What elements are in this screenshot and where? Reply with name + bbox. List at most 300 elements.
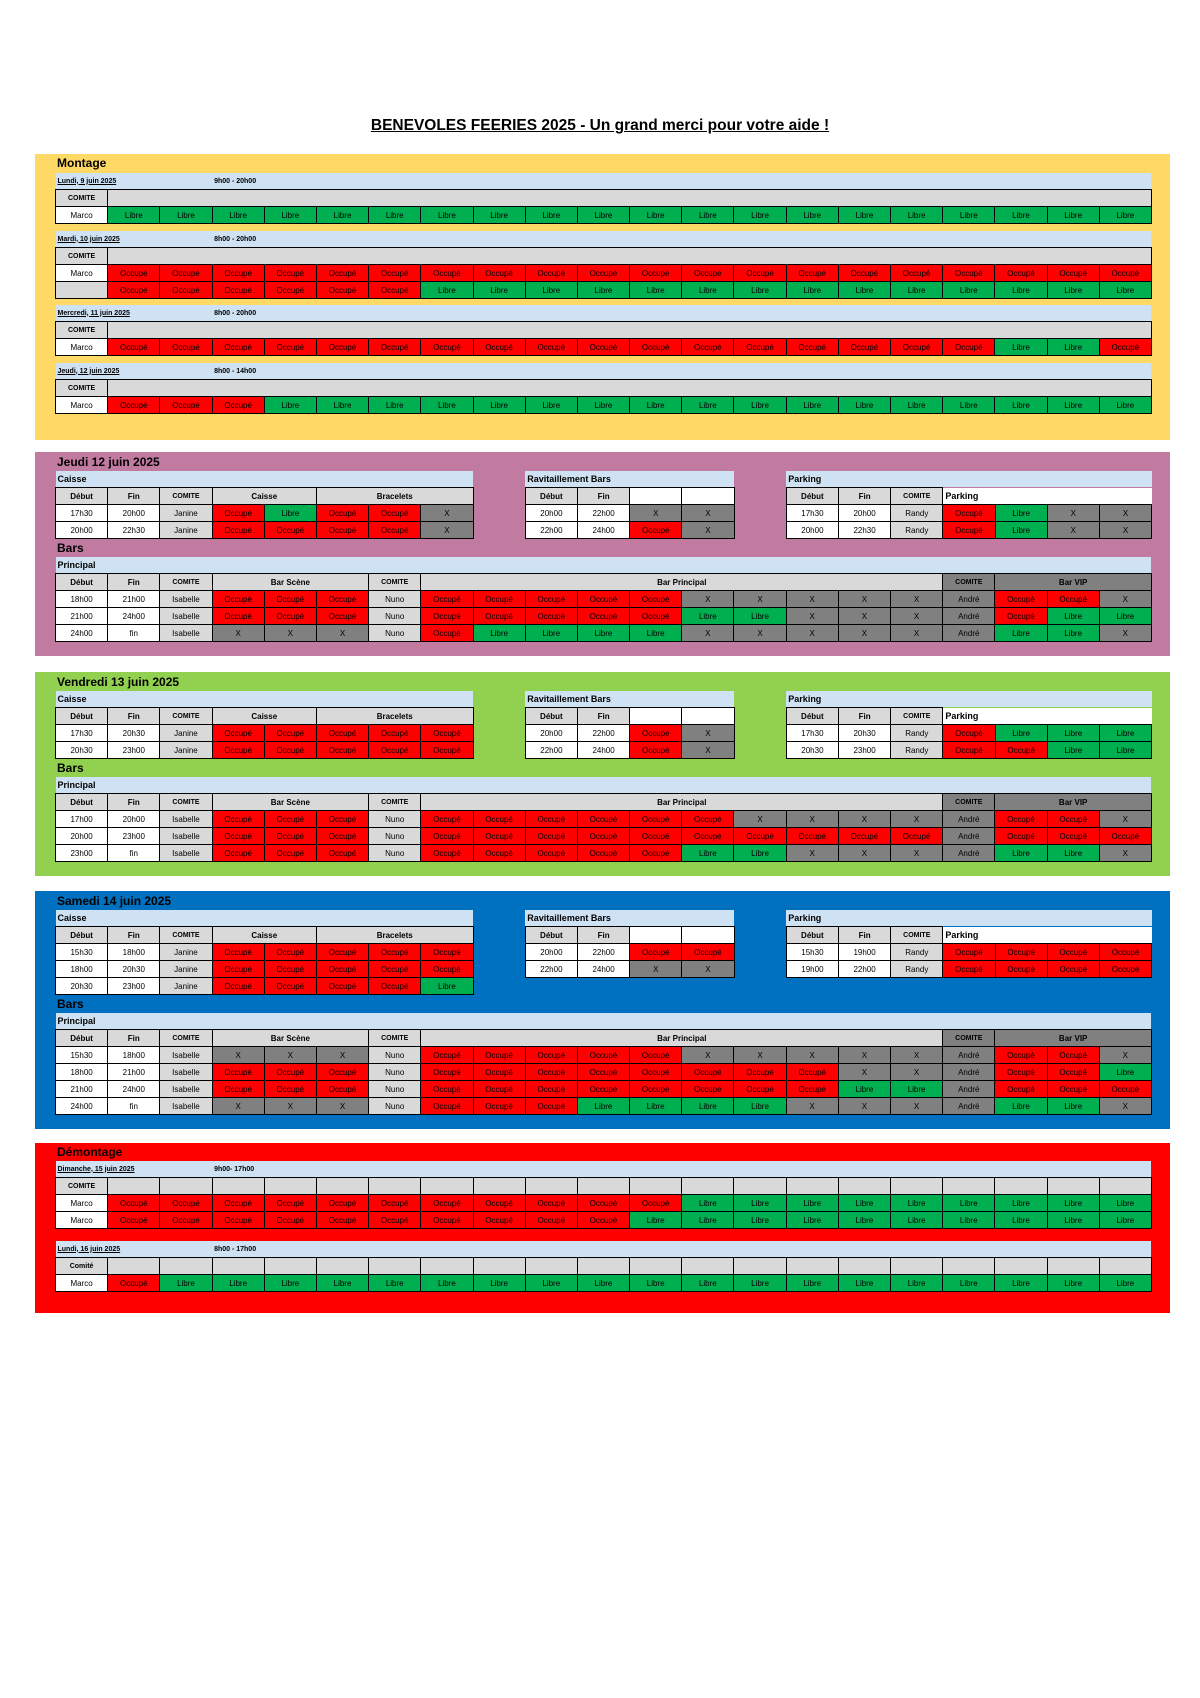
slot-libre: Libre <box>1099 725 1151 742</box>
slot-occupe: Occupé <box>630 339 682 356</box>
slot-header <box>995 248 1047 265</box>
slot-header <box>943 190 995 207</box>
slot-occupe: Occupé <box>421 811 473 828</box>
slot-none: X <box>212 1047 264 1064</box>
shift-debut: 22h00 <box>525 522 577 539</box>
shift-fin: 22h00 <box>577 505 629 522</box>
slot-occupe: Occupé <box>943 522 995 539</box>
shift-fin: 22h30 <box>108 522 160 539</box>
slot-header <box>108 380 160 397</box>
slot-occupe: Occupé <box>943 961 995 978</box>
slot-header <box>943 1178 995 1195</box>
shift-debut: 17h30 <box>56 725 108 742</box>
slot-occupe: Occupé <box>995 1047 1047 1064</box>
slot-occupe: Occupé <box>212 397 264 414</box>
slot-libre: Libre <box>630 1212 682 1229</box>
slot-header <box>682 1178 734 1195</box>
slot-header <box>995 1258 1047 1275</box>
slot-occupe: Occupé <box>316 1195 368 1212</box>
slot-libre: Libre <box>630 207 682 224</box>
slot-occupe: Occupé <box>160 1195 212 1212</box>
slot-header <box>316 322 368 339</box>
slot-libre: Libre <box>1047 625 1099 642</box>
slot-libre: Libre <box>264 505 316 522</box>
slot-occupe: Occupé <box>630 944 682 961</box>
slot-occupe: Occupé <box>421 845 473 862</box>
slot-occupe: Occupé <box>316 608 368 625</box>
slot-libre: Libre <box>995 1195 1047 1212</box>
slot-header <box>838 380 890 397</box>
slot-header <box>630 1258 682 1275</box>
slot-occupe: Occupé <box>212 978 264 995</box>
slot-occupe: Occupé <box>734 1081 786 1098</box>
slot-occupe: Occupé <box>630 608 682 625</box>
slot-occupe: Occupé <box>786 828 838 845</box>
col-bracelets: Bracelets <box>316 708 473 725</box>
slot-none: X <box>838 625 890 642</box>
slot-header <box>473 190 525 207</box>
slot-none: X <box>1099 505 1151 522</box>
slot-header <box>1099 1258 1151 1275</box>
slot-header <box>212 248 264 265</box>
slot-header <box>525 1258 577 1275</box>
slot-occupe: Occupé <box>577 339 629 356</box>
slot-libre: Libre <box>212 1275 264 1292</box>
col-blank <box>682 927 734 944</box>
shift-comite: Janine <box>160 505 212 522</box>
slot-libre: Libre <box>577 1275 629 1292</box>
slot-header <box>264 380 316 397</box>
slot-libre: Libre <box>212 207 264 224</box>
samedi-title: Samedi 14 juin 2025 <box>57 894 172 908</box>
slot-libre: Libre <box>943 1212 995 1229</box>
slot-header <box>525 322 577 339</box>
slot-occupe: Occupé <box>421 265 473 282</box>
day-hours: 9h00 - 20h00 <box>212 173 1151 190</box>
slot-libre: Libre <box>682 282 734 299</box>
slot-none: X <box>838 608 890 625</box>
slot-libre: Libre <box>682 1212 734 1229</box>
slot-none: X <box>212 625 264 642</box>
slot-header <box>838 322 890 339</box>
shift-fin: 23h00 <box>108 978 160 995</box>
slot-occupe: Occupé <box>264 978 316 995</box>
slot-occupe: Occupé <box>160 282 212 299</box>
slot-occupe: Occupé <box>264 961 316 978</box>
slot-libre: Libre <box>1047 1275 1099 1292</box>
slot-header <box>1099 190 1151 207</box>
slot-occupe: Occupé <box>421 1081 473 1098</box>
slot-libre: Libre <box>891 1195 943 1212</box>
slot-occupe: Occupé <box>264 1195 316 1212</box>
slot-libre: Libre <box>786 397 838 414</box>
slot-occupe: Occupé <box>1047 828 1099 845</box>
col-comite-2: COMITE <box>369 574 421 591</box>
slot-occupe: Occupé <box>525 591 577 608</box>
slot-header <box>838 1178 890 1195</box>
slot-libre: Libre <box>264 397 316 414</box>
slot-none: X <box>682 1047 734 1064</box>
role-header: COMITE <box>56 380 108 397</box>
col-comite-3: COMITE <box>943 574 995 591</box>
slot-header <box>995 1178 1047 1195</box>
slot-none: X <box>786 1047 838 1064</box>
slot-occupe: Occupé <box>473 265 525 282</box>
shift-fin: 20h00 <box>838 505 890 522</box>
shift-fin: 24h00 <box>577 961 629 978</box>
slot-occupe: Occupé <box>630 725 682 742</box>
slot-header <box>212 190 264 207</box>
slot-header <box>786 380 838 397</box>
shift-fin: 21h00 <box>108 591 160 608</box>
col-debut: Début <box>56 1030 108 1047</box>
col-fin: Fin <box>577 488 629 505</box>
slot-none: X <box>734 625 786 642</box>
shift-comite-2: Nuno <box>369 1098 421 1115</box>
col-fin: Fin <box>577 708 629 725</box>
col-fin: Fin <box>108 574 160 591</box>
slot-none: X <box>786 608 838 625</box>
shift-debut: 17h30 <box>786 725 838 742</box>
shift-fin: 24h00 <box>108 608 160 625</box>
slot-libre: Libre <box>473 1275 525 1292</box>
col-comite-3: COMITE <box>943 794 995 811</box>
col-caisse: Caisse <box>212 708 316 725</box>
slot-libre: Libre <box>1047 1195 1099 1212</box>
slot-libre: Libre <box>943 1275 995 1292</box>
slot-occupe: Occupé <box>473 339 525 356</box>
slot-header <box>160 322 212 339</box>
shift-debut: 18h00 <box>56 961 108 978</box>
slot-header <box>838 1258 890 1275</box>
slot-none: X <box>1099 591 1151 608</box>
slot-libre: Libre <box>891 207 943 224</box>
slot-libre: Libre <box>630 625 682 642</box>
slot-header <box>316 1178 368 1195</box>
slot-none: X <box>891 625 943 642</box>
ravitaillement-title: Ravitaillement Bars <box>525 910 734 927</box>
slot-none: X <box>891 1098 943 1115</box>
slot-none: X <box>682 522 734 539</box>
slot-header <box>943 1258 995 1275</box>
slot-header <box>369 1178 421 1195</box>
shift-fin: 19h00 <box>838 944 890 961</box>
slot-occupe: Occupé <box>525 811 577 828</box>
shift-debut: 15h30 <box>56 1047 108 1064</box>
slot-occupe: Occupé <box>212 742 264 759</box>
slot-occupe: Occupé <box>630 1064 682 1081</box>
slot-libre: Libre <box>1047 207 1099 224</box>
slot-libre: Libre <box>995 522 1047 539</box>
col-fin: Fin <box>838 927 890 944</box>
parking-title: Parking <box>786 691 1151 708</box>
slot-header <box>316 248 368 265</box>
slot-occupe: Occupé <box>734 339 786 356</box>
day-hours: 8h00 - 20h00 <box>212 231 1151 248</box>
slot-occupe: Occupé <box>473 591 525 608</box>
slot-header <box>525 248 577 265</box>
slot-occupe: Occupé <box>421 1098 473 1115</box>
slot-occupe: Occupé <box>316 522 368 539</box>
slot-none: X <box>786 625 838 642</box>
shift-comite-2: Nuno <box>369 591 421 608</box>
slot-libre: Libre <box>943 207 995 224</box>
slot-occupe: Occupé <box>473 1081 525 1098</box>
slot-none: X <box>891 1047 943 1064</box>
slot-none: X <box>630 961 682 978</box>
slot-libre: Libre <box>838 1212 890 1229</box>
slot-none: X <box>786 811 838 828</box>
slot-occupe: Occupé <box>369 265 421 282</box>
slot-libre: Libre <box>786 1212 838 1229</box>
slot-libre: Libre <box>891 397 943 414</box>
slot-libre: Libre <box>682 1098 734 1115</box>
slot-libre: Libre <box>473 625 525 642</box>
slot-libre: Libre <box>1099 282 1151 299</box>
shift-fin: fin <box>108 625 160 642</box>
slot-none: X <box>682 725 734 742</box>
slot-header <box>473 248 525 265</box>
slot-occupe: Occupé <box>108 282 160 299</box>
slot-header <box>630 322 682 339</box>
slot-header <box>891 1178 943 1195</box>
shift-fin: 18h00 <box>108 944 160 961</box>
shift-comite-2: Nuno <box>369 1081 421 1098</box>
col-debut: Début <box>56 708 108 725</box>
slot-occupe: Occupé <box>421 625 473 642</box>
slot-header <box>473 1258 525 1275</box>
slot-occupe: Occupé <box>995 944 1047 961</box>
slot-occupe: Occupé <box>369 1195 421 1212</box>
slot-header <box>630 248 682 265</box>
slot-occupe: Occupé <box>316 339 368 356</box>
parking-table <box>786 471 1152 539</box>
slot-header <box>160 248 212 265</box>
col-debut: Début <box>786 927 838 944</box>
slot-occupe: Occupé <box>264 811 316 828</box>
slot-occupe: Occupé <box>525 1064 577 1081</box>
col-comite: COMITE <box>891 708 943 725</box>
slot-header <box>212 1178 264 1195</box>
slot-occupe: Occupé <box>577 845 629 862</box>
slot-libre: Libre <box>1099 207 1151 224</box>
slot-none: X <box>891 811 943 828</box>
slot-header <box>1047 248 1099 265</box>
slot-none: X <box>682 505 734 522</box>
shift-comite: Isabelle <box>160 608 212 625</box>
day-hours: 8h00 - 20h00 <box>212 305 1151 322</box>
slot-libre: Libre <box>734 1275 786 1292</box>
col-fin: Fin <box>108 1030 160 1047</box>
slot-none: X <box>1099 522 1151 539</box>
slot-occupe: Occupé <box>316 811 368 828</box>
slot-header <box>421 322 473 339</box>
parking-table <box>786 691 1152 759</box>
slot-libre: Libre <box>734 608 786 625</box>
slot-libre: Libre <box>160 1275 212 1292</box>
slot-libre: Libre <box>891 1275 943 1292</box>
slot-occupe: Occupé <box>212 725 264 742</box>
slot-none: X <box>264 625 316 642</box>
shift-debut: 18h00 <box>56 1064 108 1081</box>
shift-debut: 21h00 <box>56 1081 108 1098</box>
slot-occupe: Occupé <box>421 339 473 356</box>
slot-occupe: Occupé <box>316 742 368 759</box>
slot-occupe: Occupé <box>264 591 316 608</box>
role-header: COMITE <box>56 1178 108 1195</box>
shift-comite: Janine <box>160 742 212 759</box>
col-fin: Fin <box>108 488 160 505</box>
col-bar-vip: Bar VIP <box>995 574 1152 591</box>
shift-comite: Isabelle <box>160 1064 212 1081</box>
slot-libre: Libre <box>734 1212 786 1229</box>
ravitaillement-title: Ravitaillement Bars <box>525 691 734 708</box>
slot-occupe: Occupé <box>264 339 316 356</box>
slot-libre: Libre <box>1099 1064 1151 1081</box>
ravitaillement-table <box>525 910 735 978</box>
slot-occupe: Occupé <box>264 845 316 862</box>
slot-occupe: Occupé <box>421 725 473 742</box>
slot-header <box>473 322 525 339</box>
slot-header <box>943 322 995 339</box>
col-bracelets: Bracelets <box>316 927 473 944</box>
col-debut: Début <box>786 708 838 725</box>
slot-occupe: Occupé <box>316 1081 368 1098</box>
slot-occupe: Occupé <box>473 1212 525 1229</box>
slot-header <box>995 380 1047 397</box>
slot-libre: Libre <box>1099 742 1151 759</box>
slot-occupe: Occupé <box>786 1081 838 1098</box>
slot-occupe: Occupé <box>421 742 473 759</box>
shift-debut: 17h00 <box>56 811 108 828</box>
slot-libre: Libre <box>421 207 473 224</box>
slot-occupe: Occupé <box>995 742 1047 759</box>
slot-none: X <box>838 1064 890 1081</box>
slot-header <box>421 190 473 207</box>
shift-comite-3: André <box>943 845 995 862</box>
slot-libre: Libre <box>891 1212 943 1229</box>
montage-day-table <box>55 363 1152 414</box>
slot-occupe: Occupé <box>473 1047 525 1064</box>
slot-header <box>264 248 316 265</box>
slot-libre: Libre <box>630 282 682 299</box>
col-blank <box>682 708 734 725</box>
slot-header <box>1099 1178 1151 1195</box>
slot-libre: Libre <box>369 397 421 414</box>
slot-libre: Libre <box>734 1195 786 1212</box>
slot-header <box>108 322 160 339</box>
slot-occupe: Occupé <box>473 608 525 625</box>
slot-occupe: Occupé <box>1047 591 1099 608</box>
slot-occupe: Occupé <box>630 1047 682 1064</box>
slot-occupe: Occupé <box>212 1064 264 1081</box>
slot-libre: Libre <box>316 207 368 224</box>
slot-occupe: Occupé <box>577 1047 629 1064</box>
col-debut: Début <box>525 488 577 505</box>
demontage-day-table <box>55 1241 1152 1292</box>
slot-occupe: Occupé <box>421 961 473 978</box>
slot-occupe: Occupé <box>577 591 629 608</box>
shift-comite: Janine <box>160 522 212 539</box>
slot-header <box>630 380 682 397</box>
day-hours: 8h00 - 17h00 <box>212 1241 1151 1258</box>
slot-occupe: Occupé <box>838 265 890 282</box>
slot-header <box>734 1178 786 1195</box>
slot-header <box>108 190 160 207</box>
montage-band <box>35 154 1170 440</box>
slot-occupe: Occupé <box>1099 265 1151 282</box>
col-bar-scene: Bar Scène <box>212 794 369 811</box>
slot-libre: Libre <box>734 207 786 224</box>
col-debut: Début <box>525 708 577 725</box>
slot-occupe: Occupé <box>1047 265 1099 282</box>
slot-occupe: Occupé <box>473 811 525 828</box>
slot-occupe: Occupé <box>369 742 421 759</box>
slot-occupe: Occupé <box>160 339 212 356</box>
slot-occupe: Occupé <box>473 1195 525 1212</box>
col-fin: Fin <box>108 927 160 944</box>
slot-header <box>160 1178 212 1195</box>
shift-fin: 20h30 <box>838 725 890 742</box>
slot-occupe: Occupé <box>1047 1081 1099 1098</box>
slot-header <box>1099 248 1151 265</box>
slot-occupe: Occupé <box>995 828 1047 845</box>
shift-comite: Randy <box>891 944 943 961</box>
slot-occupe: Occupé <box>473 845 525 862</box>
col-comite-2: COMITE <box>369 794 421 811</box>
shift-comite: Janine <box>160 978 212 995</box>
volunteer-name: Marco <box>56 1275 108 1292</box>
slot-occupe: Occupé <box>264 1064 316 1081</box>
col-fin: Fin <box>838 488 890 505</box>
slot-header <box>212 1258 264 1275</box>
slot-none: X <box>1099 811 1151 828</box>
slot-occupe: Occupé <box>369 282 421 299</box>
slot-libre: Libre <box>682 397 734 414</box>
volunteer-name: Marco <box>56 339 108 356</box>
slot-occupe: Occupé <box>264 742 316 759</box>
slot-occupe: Occupé <box>369 978 421 995</box>
slot-occupe: Occupé <box>891 828 943 845</box>
slot-libre: Libre <box>995 397 1047 414</box>
slot-none: X <box>734 1047 786 1064</box>
slot-occupe: Occupé <box>630 1195 682 1212</box>
slot-libre: Libre <box>1047 608 1099 625</box>
slot-libre: Libre <box>891 1081 943 1098</box>
bars-title: Bars <box>57 997 84 1011</box>
slot-occupe: Occupé <box>682 1081 734 1098</box>
ravitaillement-table <box>525 691 735 759</box>
col-blank <box>630 927 682 944</box>
shift-comite-3: André <box>943 1047 995 1064</box>
slot-header <box>421 380 473 397</box>
slot-header <box>943 248 995 265</box>
bars-title: Bars <box>57 761 84 775</box>
shift-fin: 23h00 <box>108 828 160 845</box>
slot-header <box>786 248 838 265</box>
slot-libre: Libre <box>1047 725 1099 742</box>
slot-occupe: Occupé <box>630 811 682 828</box>
slot-header <box>316 380 368 397</box>
slot-libre: Libre <box>734 1098 786 1115</box>
slot-libre: Libre <box>786 1275 838 1292</box>
slot-header <box>525 190 577 207</box>
slot-libre: Libre <box>577 625 629 642</box>
slot-occupe: Occupé <box>682 265 734 282</box>
slot-libre: Libre <box>264 207 316 224</box>
slot-occupe: Occupé <box>525 339 577 356</box>
shift-debut: 17h30 <box>786 505 838 522</box>
